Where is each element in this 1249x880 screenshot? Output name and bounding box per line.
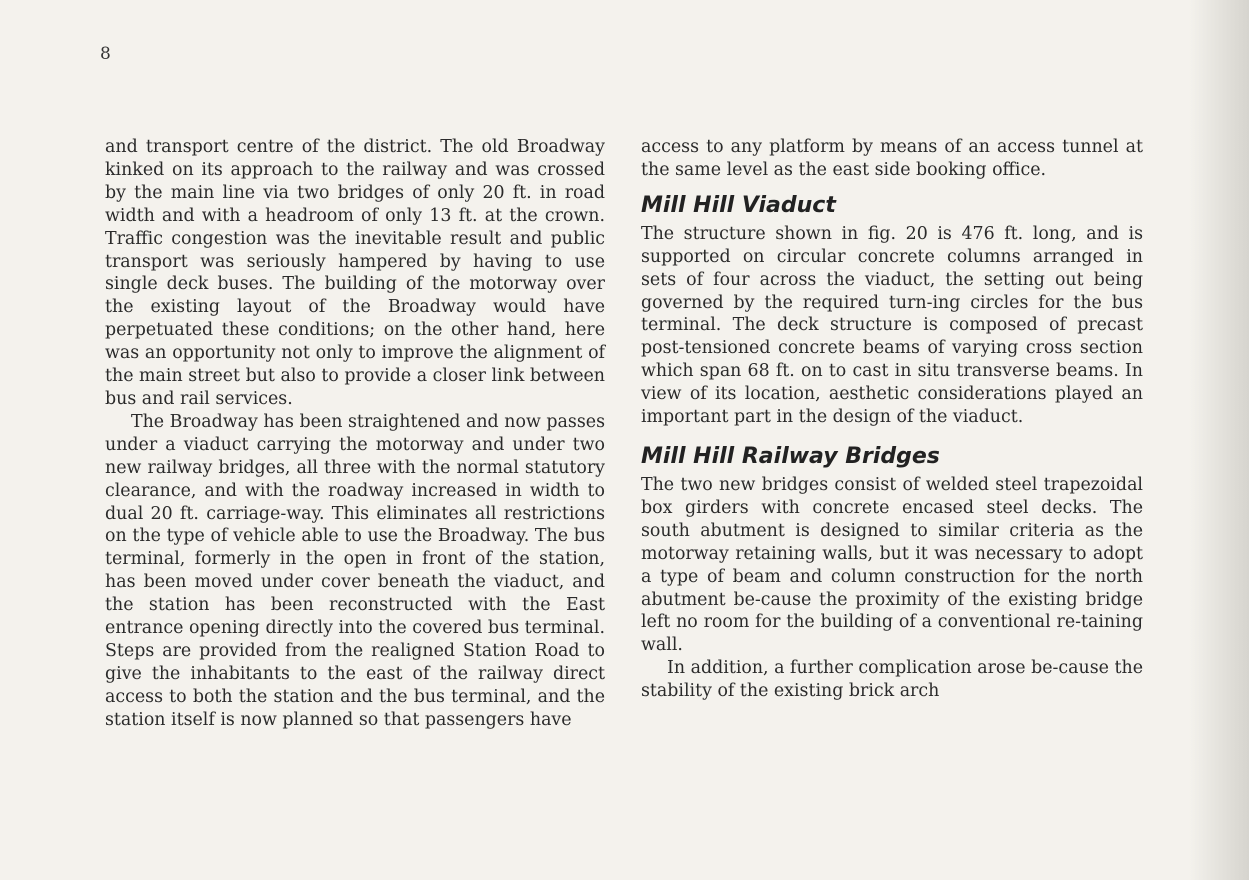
body-paragraph: The structure shown in fig. 20 is 476 ft. long, and is supported on circular concrete columns arranged in sets of four across the viaduct, the setting out being governed by the required turn-ing circles for the bus terminal. The deck structure is composed of precast post-tensioned concrete beams of varying cross section which span 68 ft. on to cast in situ transverse beams. In view of its location, aesthetic considerations played an important part in the design of the viaduct. xyxy=(641,223,1143,428)
body-paragraph: access to any platform by means of an access tunnel at the same level as the east side booking office. xyxy=(641,137,1143,180)
section-heading-mill-hill-viaduct: Mill Hill Viaduct xyxy=(641,192,836,218)
section-heading-mill-hill-railway-bridges: Mill Hill Railway Bridges xyxy=(641,443,940,469)
right-column xyxy=(641,136,1143,703)
page-number: 8 xyxy=(100,44,111,64)
page-edge-shadow xyxy=(1189,0,1249,880)
left-column xyxy=(105,136,605,732)
body-paragraph: and transport centre of the district. The old Broadway kinked on its approach to the railway and was crossed by the main line via two bridges of only 20 ft. in road width and with a headroom of only 13 ft. at the crown. Traffic congestion was the inevitable result and public transport was seriously hampered by having to use single deck buses. The building of the motorway over the existing layout of the Broadway would have perpetuated these conditions; on the other hand, here was an opportunity not only to improve the alignment of the main street but also to provide a closer link between bus and rail services. xyxy=(105,137,605,409)
body-paragraph: In addition, a further complication arose be-cause the stability of the existing brick arch xyxy=(641,658,1143,702)
body-paragraph: The Broadway has been straightened and now passes under a viaduct carrying the motorway and under two new railway bridges, all three with the normal statutory clearance, and with the roadway increased in width to dual 20 ft. carriage-way. This eliminates all restrictions on the type of vehicle able to use the Broadway. The bus terminal, formerly in the open in front of the station, has been moved under cover beneath the viaduct, and the station has been reconstructed with the East entrance opening directly into the covered bus terminal. Steps are provided from the realigned Station Road to give the inhabitants to the east of the railway direct access to both the station and the bus terminal, and the station itself is now planned so that passengers have xyxy=(105,411,605,730)
body-paragraph: The two new bridges consist of welded steel trapezoidal box girders with concrete encased steel decks. The south abutment is designed to similar criteria as the motorway retaining walls, but it was necessary to adopt a type of beam and column construction for the north abutment be-cause the proximity of the existing bridge left no room for the building of a conventional re-taining wall. xyxy=(641,474,1143,656)
